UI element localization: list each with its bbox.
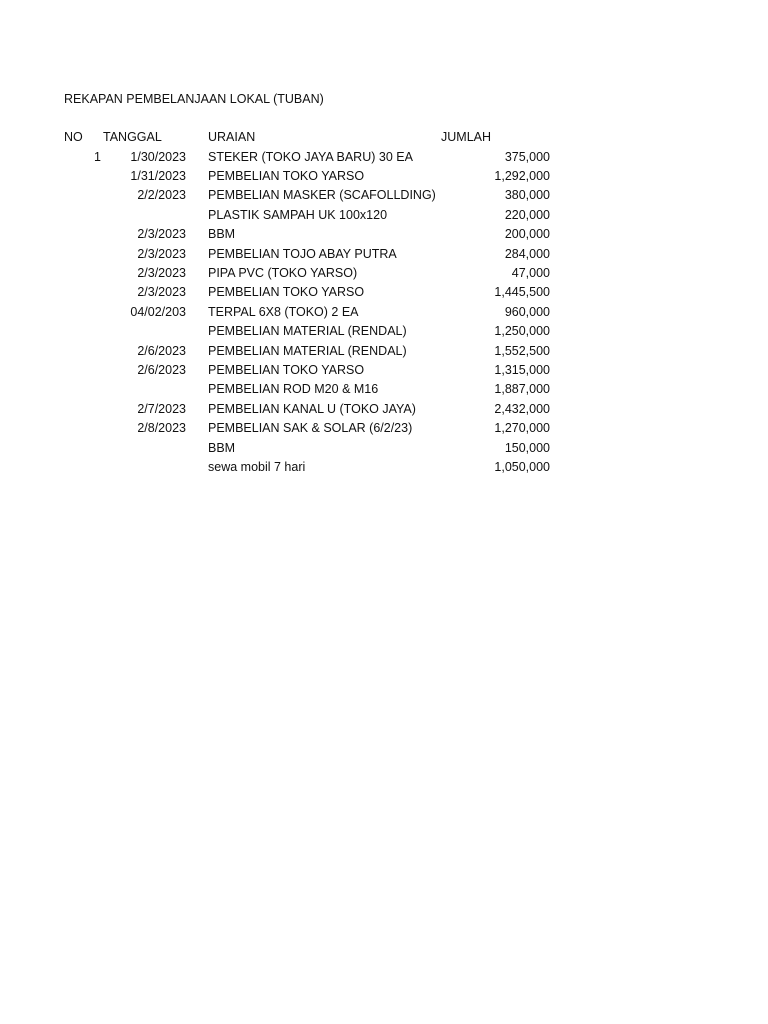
table-row (0, 206, 768, 225)
cell-tanggal: 1/30/2023 (130, 149, 186, 164)
document-title: REKAPAN PEMBELANJAAN LOKAL (TUBAN) (64, 92, 324, 106)
cell-tanggal: 2/3/2023 (137, 265, 186, 280)
header-jumlah: JUMLAH (441, 130, 492, 144)
cell-tanggal: 04/02/203 (130, 304, 186, 319)
cell-tanggal (104, 380, 186, 399)
cell-no (60, 245, 101, 264)
table-row (0, 419, 768, 438)
cell-no: 1 (94, 149, 101, 164)
table-row (0, 303, 768, 322)
cell-uraian: PEMBELIAN ROD M20 & M16 (208, 382, 379, 397)
table-row (0, 225, 768, 244)
cell-tanggal: 2/6/2023 (137, 343, 186, 358)
cell-tanggal: 2/3/2023 (137, 285, 186, 300)
cell-no (60, 458, 101, 477)
cell-tanggal: 1/31/2023 (130, 168, 186, 183)
cell-tanggal: 2/3/2023 (137, 246, 186, 261)
cell-uraian: PEMBELIAN MASKER (SCAFOLLDING) (208, 188, 436, 203)
cell-no (60, 380, 101, 399)
cell-jumlah: 284,000 (504, 246, 550, 261)
cell-jumlah: 47,000 (511, 265, 550, 280)
cell-jumlah: 1,445,500 (494, 285, 550, 300)
cell-no (60, 322, 101, 341)
table-row (0, 148, 768, 167)
table-row (0, 322, 768, 341)
table-row (0, 283, 768, 302)
cell-jumlah: 1,050,000 (494, 459, 550, 474)
cell-no (60, 303, 101, 322)
cell-jumlah: 1,270,000 (494, 421, 550, 436)
cell-jumlah: 375,000 (504, 149, 550, 164)
cell-uraian: BBM (208, 440, 236, 455)
cell-tanggal: 2/7/2023 (137, 401, 186, 416)
cell-no (60, 419, 101, 438)
cell-no (60, 167, 101, 186)
cell-uraian: BBM (208, 227, 236, 242)
cell-no (60, 342, 101, 361)
cell-no (60, 225, 101, 244)
cell-jumlah: 2,432,000 (494, 401, 550, 416)
cell-tanggal: 2/8/2023 (137, 421, 186, 436)
table-row (0, 380, 768, 399)
cell-uraian: PEMBELIAN TOKO YARSO (208, 362, 365, 377)
cell-uraian: PIPA PVC (TOKO YARSO) (208, 265, 358, 280)
table-row (0, 342, 768, 361)
table-row (0, 400, 768, 419)
cell-uraian: TERPAL 6X8 (TOKO) 2 EA (208, 304, 359, 319)
cell-tanggal (104, 206, 186, 225)
cell-jumlah: 380,000 (504, 188, 550, 203)
cell-jumlah: 1,250,000 (494, 324, 550, 339)
cell-tanggal: 2/6/2023 (137, 362, 186, 377)
cell-no (60, 206, 101, 225)
cell-jumlah: 960,000 (504, 304, 550, 319)
cell-jumlah: 200,000 (504, 227, 550, 242)
cell-uraian: PEMBELIAN TOKO YARSO (208, 168, 365, 183)
table-row (0, 245, 768, 264)
cell-uraian: PEMBELIAN SAK & SOLAR (6/2/23) (208, 421, 413, 436)
header-tanggal: TANGGAL (103, 130, 162, 144)
cell-tanggal: 2/3/2023 (137, 227, 186, 242)
table-header-row (0, 128, 768, 147)
cell-tanggal: 2/2/2023 (137, 188, 186, 203)
cell-uraian: PEMBELIAN TOKO YARSO (208, 285, 365, 300)
table-row (0, 361, 768, 380)
cell-jumlah: 1,315,000 (494, 362, 550, 377)
cell-no (60, 264, 101, 283)
cell-jumlah: 1,292,000 (494, 168, 550, 183)
cell-uraian: PEMBELIAN KANAL U (TOKO JAYA) (208, 401, 416, 416)
cell-tanggal (104, 322, 186, 341)
table-row (0, 186, 768, 205)
cell-no (60, 186, 101, 205)
table-row (0, 439, 768, 458)
cell-uraian: STEKER (TOKO JAYA BARU) 30 EA (208, 149, 413, 164)
table-row (0, 458, 768, 477)
cell-jumlah: 1,887,000 (494, 382, 550, 397)
cell-jumlah: 1,552,500 (494, 343, 550, 358)
cell-uraian: PLASTIK SAMPAH UK 100x120 (208, 207, 388, 222)
header-no: NO (64, 130, 83, 144)
cell-jumlah: 220,000 (504, 207, 550, 222)
cell-no (60, 361, 101, 380)
cell-uraian: PEMBELIAN MATERIAL (RENDAL) (208, 343, 407, 358)
cell-uraian: PEMBELIAN TOJO ABAY PUTRA (208, 246, 397, 261)
cell-uraian: sewa mobil 7 hari (208, 459, 306, 474)
cell-tanggal (104, 439, 186, 458)
table-row (0, 264, 768, 283)
table-row (0, 167, 768, 186)
cell-jumlah: 150,000 (504, 440, 550, 455)
header-uraian: URAIAN (208, 130, 256, 144)
cell-no (60, 400, 101, 419)
cell-uraian: PEMBELIAN MATERIAL (RENDAL) (208, 324, 407, 339)
cell-no (60, 439, 101, 458)
cell-no (60, 283, 101, 302)
cell-tanggal (104, 458, 186, 477)
